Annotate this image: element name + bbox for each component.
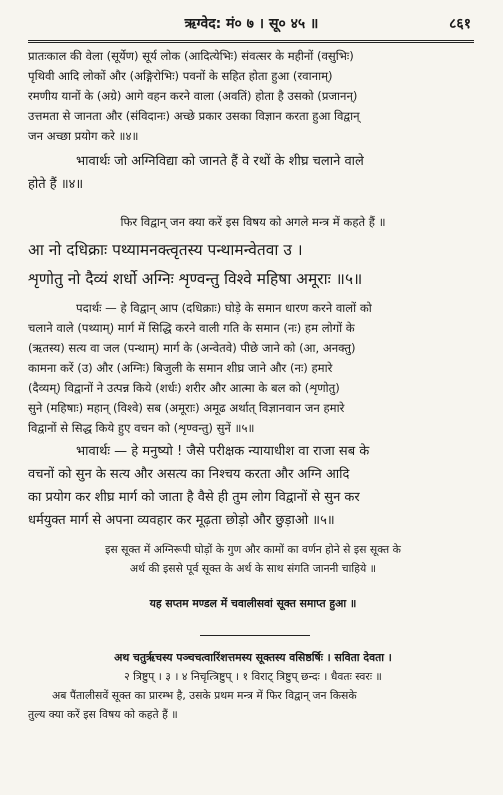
section-divider — [200, 635, 310, 636]
verse-line: शृणोतु नो दैव्यं शर्धो अग्निः शृण्वन्तु विश्वे महिषा अमूराः ॥५॥ — [28, 270, 363, 288]
text-line: भावार्थः — हे मनुष्यो ! जैसे परीक्षक न्यायाधीश वा राजा सब के — [76, 444, 370, 459]
text-line: विद्वानों से सिद्ध किये हुए वचन को (शृण्वन्तु) सुनें ॥५॥ — [28, 421, 255, 435]
text-line: का प्रयोग कर शीघ्र मार्ग को जाता है वैसे ही तुम लोग विद्वानों से सुन कर — [28, 490, 360, 505]
text-line: उत्तमता से जानता और (संविदानः) अच्छे प्रकार उसका विज्ञान करता हुआ विद्वान् — [28, 109, 360, 123]
mantra-verse — [28, 236, 478, 294]
text-line: जन अच्छा प्रयोग करे ॥४॥ — [28, 129, 139, 143]
text-line: प्रातःकाल की वेला (सूर्येण) सूर्य लोक (आदित्येभिः) संवत्सर के महीनों (वसुभिः) — [28, 49, 354, 63]
text-line: पृथिवी आदि लोकों और (अङ्गिरोभिः) पवनों के सहित होता हुआ (रवानाम्) — [28, 69, 333, 83]
text-line: इस सूक्त में अग्निरूपी घोड़ों के गुण और कामों का वर्णन होने से इस सूक्त के — [105, 543, 401, 556]
text-line: अर्थ की इससे पूर्व सूक्त के अर्थ के साथ संगति जाननी चाहिये ॥ — [129, 562, 377, 575]
text-line: २ त्रिष्टुप् । ३ । ४ निचृत्त्रिष्टुप् । १ विराट् त्रिष्टुप् छन्दः । धैवतः स्वरः ॥ — [124, 670, 382, 683]
next-sukta-header — [28, 648, 478, 724]
text-line: धर्मयुक्त मार्ग से अपना व्यवहार कर मूढ़ता छोड़ो और छुड़ाओ ॥५॥ — [28, 513, 335, 528]
mantra-intro: फिर विद्वान् जन क्या करें इस विषय को अगले मन्त्र में कहते हैं ॥ — [120, 215, 386, 229]
text-line: (ऋतस्य) सत्य वा जल (पन्थाम्) मार्ग के (अन्वेतवे) पीछे जाने को (आ, अनक्तु) — [28, 341, 356, 355]
text-line: अथ चतुर्ऋचस्य पञ्चचत्वारिंशत्तमस्य सूक्तस्य वसिष्ठर्षिः । सविता देवता । — [114, 651, 392, 664]
bhavartha-block-2 — [28, 440, 478, 532]
verse-line: आ नो दधिक्राः पथ्यामनक्त्वृतस्य पन्थामन्वेतवा उ । — [28, 241, 303, 259]
text-line: सुने (महिषाः) महान् (विश्वे) सब (अमूराः) अमूढ अर्थात् विज्ञानवान जन हमारे — [28, 401, 345, 415]
page-header — [0, 14, 503, 36]
text-line: (दैव्यम्) विद्वानों ने उत्पन्न किये (शर्धः) शरीर और आत्मा के बल को (शृणोतु) — [28, 381, 340, 395]
text-line: होते हैं ॥४॥ — [28, 177, 84, 192]
bhavartha-block — [28, 150, 478, 196]
text-line: कामना करें (उ) और (अग्निः) बिजुली के समान शीघ्र जाने और (नः) हमारे — [28, 361, 333, 375]
text-line: तुल्य क्या करें इस विषय को कहते हैं ॥ — [28, 708, 178, 721]
text-line: चलाने वाले (पथ्याम्) मार्ग में सिद्धि करने वाली गति के समान (नः) हम लोगों के — [28, 321, 355, 335]
text-line: भावार्थः जो अग्निविद्या को जानते हैं वे रथों के शीघ्र चलाने वाले — [76, 154, 364, 169]
padartha-block — [28, 298, 478, 438]
commentary-paragraph — [28, 46, 478, 146]
text-line: पदार्थः — हे विद्वान् आप (दधिक्राः) घोड़े के समान धारण करने वालों को — [76, 301, 372, 315]
running-title: ऋग्वेद: मं० ७ । सू० ४५ ॥ — [184, 16, 319, 32]
text-line: रमणीय यानों के (अग्रे) आगे वहन करने वाला (अवतिं) होता है उसको (प्रजानन्) — [28, 89, 358, 103]
header-rule — [28, 40, 474, 43]
completion-note: यह सप्तम मण्डल में चवालीसवां सूक्त समाप्त हुआ ॥ — [149, 597, 357, 610]
page-number: ८६१ — [449, 16, 471, 32]
text-line: वचनों को सुन के सत्य और असत्य का निश्चय करता और अग्नि आदि — [28, 467, 350, 482]
text-line: अब पैंतालीसवें सूक्त का प्रारम्भ है, उसके प्रथम मन्त्र में फिर विद्वान् जन किसके — [52, 689, 357, 702]
sukta-summary — [28, 540, 478, 578]
